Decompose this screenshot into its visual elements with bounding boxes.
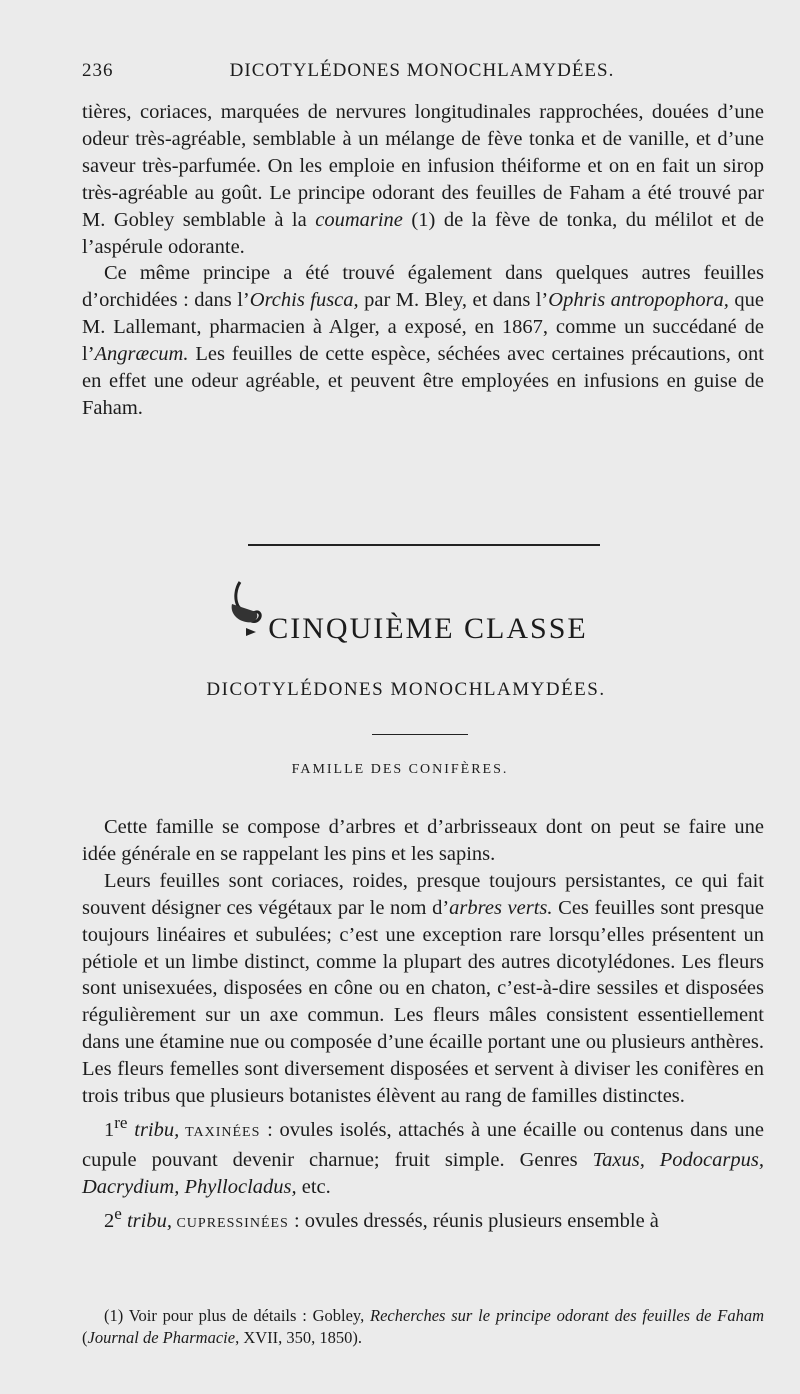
tribe-number: 1 bbox=[104, 1118, 115, 1141]
italic-genus-angraecum: Angræcum. bbox=[94, 343, 189, 366]
paragraph-orchidees bbox=[82, 260, 764, 421]
footnote-text bbox=[82, 1305, 764, 1349]
text-run: que M. Lallemant, pharmacien à Alger, a exposé, en 1867, comme un succédané de l’ bbox=[82, 289, 764, 366]
italic-term-coumarine: coumarine bbox=[315, 208, 403, 231]
page-header bbox=[82, 60, 762, 86]
text-block-coniferes bbox=[82, 814, 764, 1237]
paragraph-feuilles-fleurs bbox=[82, 868, 764, 1110]
paragraph-tribu-cupressinees bbox=[82, 1201, 764, 1238]
text-run: tières, coriaces, marquées de nervures longitudinales rapprochées, douées d’une odeur très-agréable, semblable à un mélange de fève tonka et de vanille, et d’une saveur très-parfumée. On les emploie en infusion théiforme et on en fait un sirop très-agréable au goût. Le principe odorant des feuilles de Faham a été trouvé par M. Gobley semblable à la bbox=[82, 101, 764, 231]
section-divider bbox=[248, 544, 600, 546]
text-run: (1) Voir pour plus de détails : Gobley, bbox=[104, 1306, 371, 1325]
text-run: ( bbox=[82, 1328, 88, 1347]
ordinal-superscript: re bbox=[114, 1112, 128, 1132]
running-title: DICOTYLÉDONES MONOCHLAMYDÉES. bbox=[229, 60, 615, 81]
short-divider bbox=[372, 734, 468, 735]
paragraph-faham-continued bbox=[82, 99, 764, 260]
text-run: Ce même principe a été trouvé également dans quelques autres feuilles d’orchidées : dans l’ bbox=[82, 262, 764, 312]
tribe-number: 2 bbox=[104, 1209, 115, 1232]
text-run: : ovules isolés, attachés à une écaille ou contenus dans une cupule pouvant devenir charnue; fruit simple. Genres bbox=[82, 1118, 765, 1171]
text-run: (1) de la fève de tonka, du mélilot et de l’aspérule odorante. bbox=[82, 208, 764, 258]
text-run: : ovules dressés, réunis plusieurs ensemble à bbox=[288, 1209, 659, 1232]
tribe-name-taxinees: TAXINÉES bbox=[179, 1124, 261, 1140]
italic-genera-list: Taxus, Podocarpus, Dacrydium, Phyllocladus, bbox=[82, 1148, 764, 1198]
family-heading: FAMILLE DES CONIFÈRES. bbox=[291, 762, 509, 777]
tribe-name-cupressinees: CUPRESSINÉES bbox=[171, 1215, 289, 1231]
italic-label-tribu: tribu, bbox=[121, 1209, 172, 1232]
italic-term-arbres-verts: arbres verts. bbox=[449, 896, 553, 919]
footnote bbox=[82, 1305, 764, 1349]
italic-reference-title: Recherches sur le principe odorant des feuilles de Faham bbox=[370, 1306, 764, 1325]
paragraph-famille-intro: Cette famille se compose d’arbres et d’arbrisseaux dont on peut se faire une idée générale en se rappelant les pins et les sapins. bbox=[82, 816, 764, 865]
italic-species-orchis: Orchis fusca, bbox=[249, 289, 359, 312]
italic-species-ophris: Ophris antropophora, bbox=[548, 289, 729, 312]
text-block-previous-section bbox=[82, 99, 764, 422]
text-run: par M. Bley, et dans l’ bbox=[358, 289, 549, 312]
paragraph-tribu-taxinees bbox=[82, 1110, 764, 1201]
italic-label-tribu: tribu, bbox=[127, 1118, 180, 1141]
text-run: Ces feuilles sont presque toujours linéaires et subulées; c’est une exception rare lorsqu’elles présentent un pétiole et un limbe distinct, comme la plupart des autres dicotylédones. Les fleurs sont unisexuées, disposées en cône ou en chaton, c’est-à-dire sessiles et disposées régulièrement sur un axe commun. Les fleurs mâles consistent essentiellement dans une étamine nue ou composée d’une écaille portant une ou plusieurs anthères. Les fleurs femelles sont diversement disposées et servent à diviser les conifères en trois tribus que plusieurs botanistes élèvent au rang de familles distinctes. bbox=[82, 896, 764, 1108]
class-subtitle: DICOTYLÉDONES MONOCHLAMYDÉES. bbox=[206, 679, 606, 700]
ordinal-superscript: e bbox=[114, 1203, 122, 1223]
page-number: 236 bbox=[82, 60, 114, 81]
italic-journal-name: Journal de Pharmacie bbox=[87, 1328, 236, 1347]
text-run: Les feuilles de cette espèce, séchées avec certaines précautions, ont en effet une odeur agréable, et peuvent être employées en infusions en guise de Faham. bbox=[82, 343, 764, 419]
class-title: CINQUIÈME CLASSE bbox=[268, 612, 588, 645]
text-run: etc. bbox=[296, 1175, 331, 1198]
text-run: Leurs feuilles sont coriaces, roides, presque toujours persistantes, ce qui fait souvent désigner ces végétaux par le nom d’ bbox=[82, 869, 764, 919]
text-run: , XVII, 350, 1850). bbox=[235, 1328, 363, 1347]
